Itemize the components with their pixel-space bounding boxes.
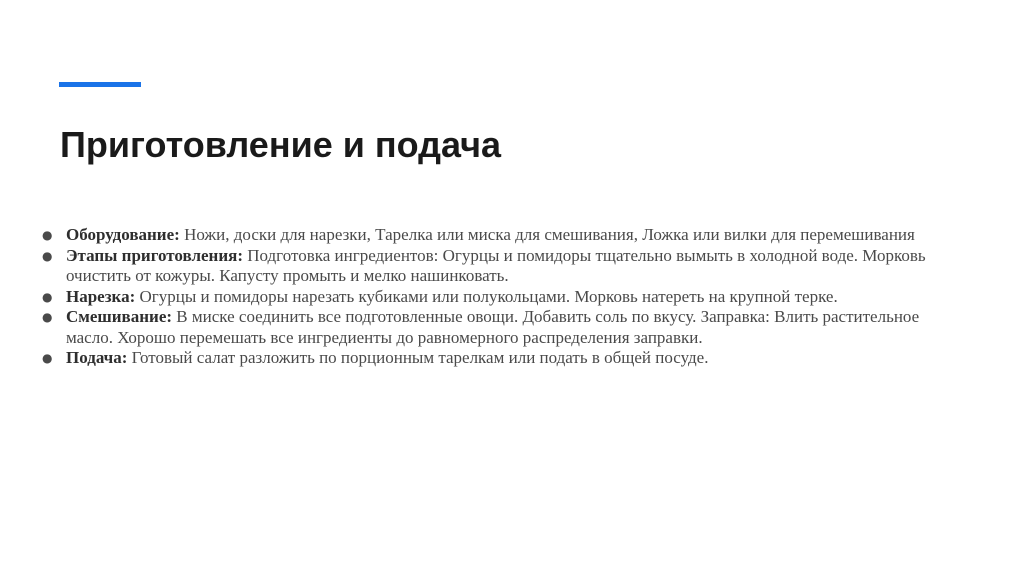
bullet-dot-icon: ●: [42, 248, 53, 263]
bullet-label: Нарезка:: [66, 286, 140, 306]
bullet-label: Смешивание:: [66, 307, 177, 326]
bullet-dot-icon: ●: [42, 310, 53, 324]
bullet-label: Этапы приготовления:: [66, 245, 248, 265]
bullet-item-cutting: [40, 287, 960, 308]
bullet-text: В миске соединить все подготовленные овощи. Добавить соль по вкусу. Заправка: Влить растительное масло. Хорошо перемешать все ингредиенты до равномерного распределения заправки.: [66, 307, 920, 347]
bullet-item-serving: [40, 348, 960, 369]
bullet-item-mixing: [40, 307, 960, 348]
bullet-item-equipment: [40, 225, 960, 246]
title-accent-bar: [59, 82, 141, 87]
bullet-text: Подготовка ингредиентов: Огурцы и помидоры тщательно вымыть в холодной воде. Морковь очистить от кожуры. Капусту промыть и мелко нашинковать.: [66, 245, 926, 285]
bullet-item-steps: [40, 246, 960, 287]
bullet-dot-icon: ●: [42, 351, 53, 365]
slide-title: Приготовление и подача: [60, 124, 502, 165]
bullet-text: Огурцы и помидоры нарезать кубиками или полукольцами. Морковь натереть на крупной терке.: [139, 286, 838, 306]
bullet-label: Оборудование:: [66, 225, 185, 244]
bullet-list: [40, 225, 960, 369]
bullet-dot-icon: ●: [42, 228, 53, 242]
bullet-text: Ножи, доски для нарезки, Тарелка или миска для смешивания, Ложка или вилки для перемешивания: [184, 225, 915, 244]
bullet-dot-icon: ●: [42, 289, 53, 304]
bullet-text: Готовый салат разложить по порционным тарелкам или подать в общей посуде.: [131, 348, 709, 367]
bullet-label: Подача:: [66, 348, 132, 367]
